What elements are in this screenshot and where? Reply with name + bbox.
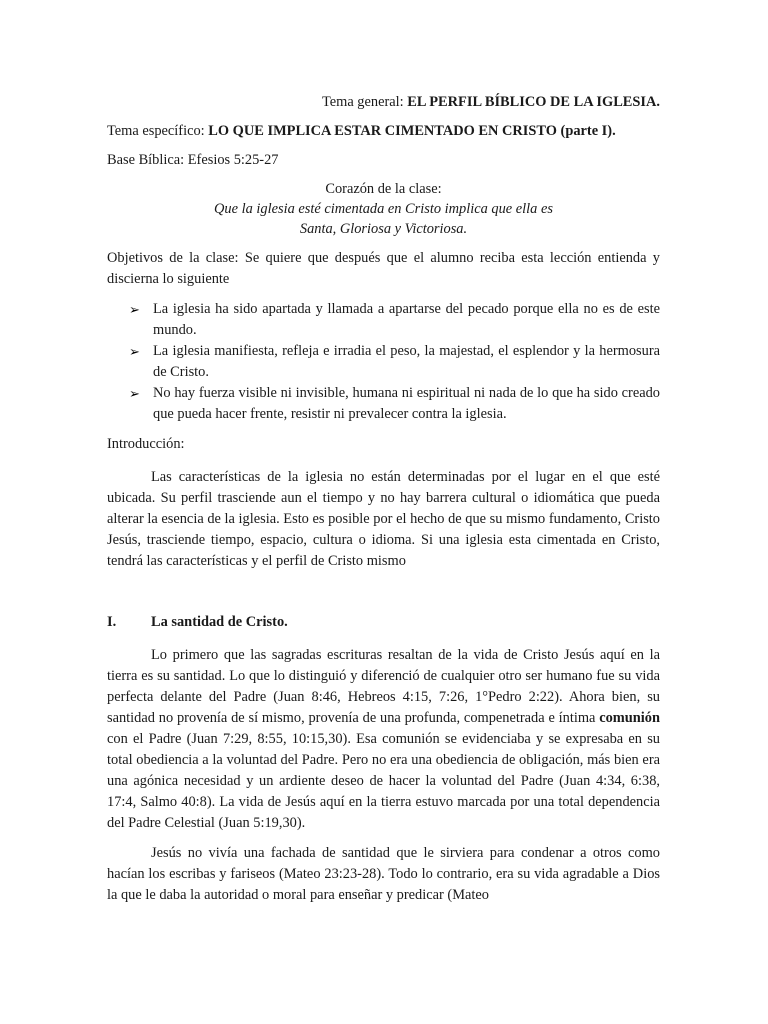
heart-title: Corazón de la clase: [325, 181, 442, 197]
heart-line-1: Que la iglesia esté cimentada en Cristo implica que ella es [214, 201, 553, 217]
arrow-bullet-icon: ➢ [129, 386, 140, 401]
section-title: La santidad de Cristo. [151, 614, 288, 630]
objective-item: ➢ No hay fuerza visible ni invisible, humana ni espiritual ni nada de lo que ha sido creado que pueda hacer frente, resistir ni prevalecer contra la iglesia. [129, 385, 660, 422]
section-heading [107, 612, 660, 632]
specific-topic-value: LO QUE IMPLICA ESTAR CIMENTADO EN CRISTO (parte I). [208, 123, 616, 139]
specific-topic-line [107, 121, 660, 141]
objectives-list [107, 299, 660, 425]
objective-item: ➢ La iglesia manifiesta, refleja e irradia el peso, la majestad, el esplendor y la hermosura de Cristo. [129, 343, 660, 380]
section-paragraph-2: Jesús no vivía una fachada de santidad que le sirviera para condenar a otros como hacían los escribas y fariseos (Mateo 23:23-28). Todo lo contrario, era su vida agradable a Dios la que le daba la autoridad o moral para enseñar y predicar (Mateo [107, 845, 660, 903]
arrow-bullet-icon: ➢ [129, 302, 140, 317]
introduction-title: Introducción: [107, 436, 185, 452]
bible-base-value: Efesios 5:25-27 [187, 152, 279, 168]
document-page [107, 92, 660, 906]
general-topic-line [107, 92, 660, 112]
objective-item: ➢ La iglesia ha sido apartada y llamada a apartarse del pecado porque ella no es de este mundo. [129, 301, 660, 338]
emphasis-communion: comunión [599, 710, 660, 726]
section-number: I. [107, 614, 117, 630]
bible-base-line [107, 150, 660, 170]
general-topic-label: Tema general: [321, 94, 404, 110]
section-paragraph-1: Lo primero que las sagradas escrituras resaltan de la vida de Cristo Jesús aquí en la tierra es su santidad. Lo que lo distinguió y diferenció de cualquier otro ser humano fue su vida perfecta delante del Padre (Juan 8:46, Hebreos 4:15, 7:26, 1°Pedro 2:22). Ahora bien, su santidad no provenía de sí mismo, provenía de una profunda, compenetrada e íntima comunión con el Padre (Juan 7:29, 8:55, 10:15,30). Esa comunión se evidenciaba y se expresaba en su total obediencia a la voluntad del Padre. Pero no era una obediencia de obligación, más bien era una agónica necesidad y un ardiente deseo de hacer la voluntad del Padre (Juan 4:34, 6:38, 17:4, Salmo 40:8). La vida de Jesús aquí en la tierra estuvo marcada por una total dependencia del Padre Celestial (Juan 5:19,30). [107, 647, 660, 831]
introduction-paragraph: Las características de la iglesia no están determinadas por el lugar en el que esté ubicada. Su perfil trasciende aun el tiempo y no hay barrera cultural o idiomática que pueda alterar la esencia de la iglesia. Esto es posible por el hecho de que su mismo fundamento, Cristo Jesús, trasciende tiempo, espacio, cultura o idioma. Si una iglesia esta cimentada en Cristo, tendrá las características y el perfil de Cristo mismo [107, 469, 660, 569]
specific-topic-label: Tema específico: [107, 123, 205, 139]
bible-base-label: Base Bíblica: [107, 152, 185, 168]
general-topic-value: EL PERFIL BÍBLICO DE LA IGLESIA. [407, 94, 660, 110]
heart-line-2: Santa, Gloriosa y Victoriosa. [299, 221, 468, 237]
objectives-intro: Objetivos de la clase: Se quiere que después que el alumno reciba esta lección entienda y discierna lo siguiente [107, 250, 660, 287]
arrow-bullet-icon: ➢ [129, 344, 140, 359]
